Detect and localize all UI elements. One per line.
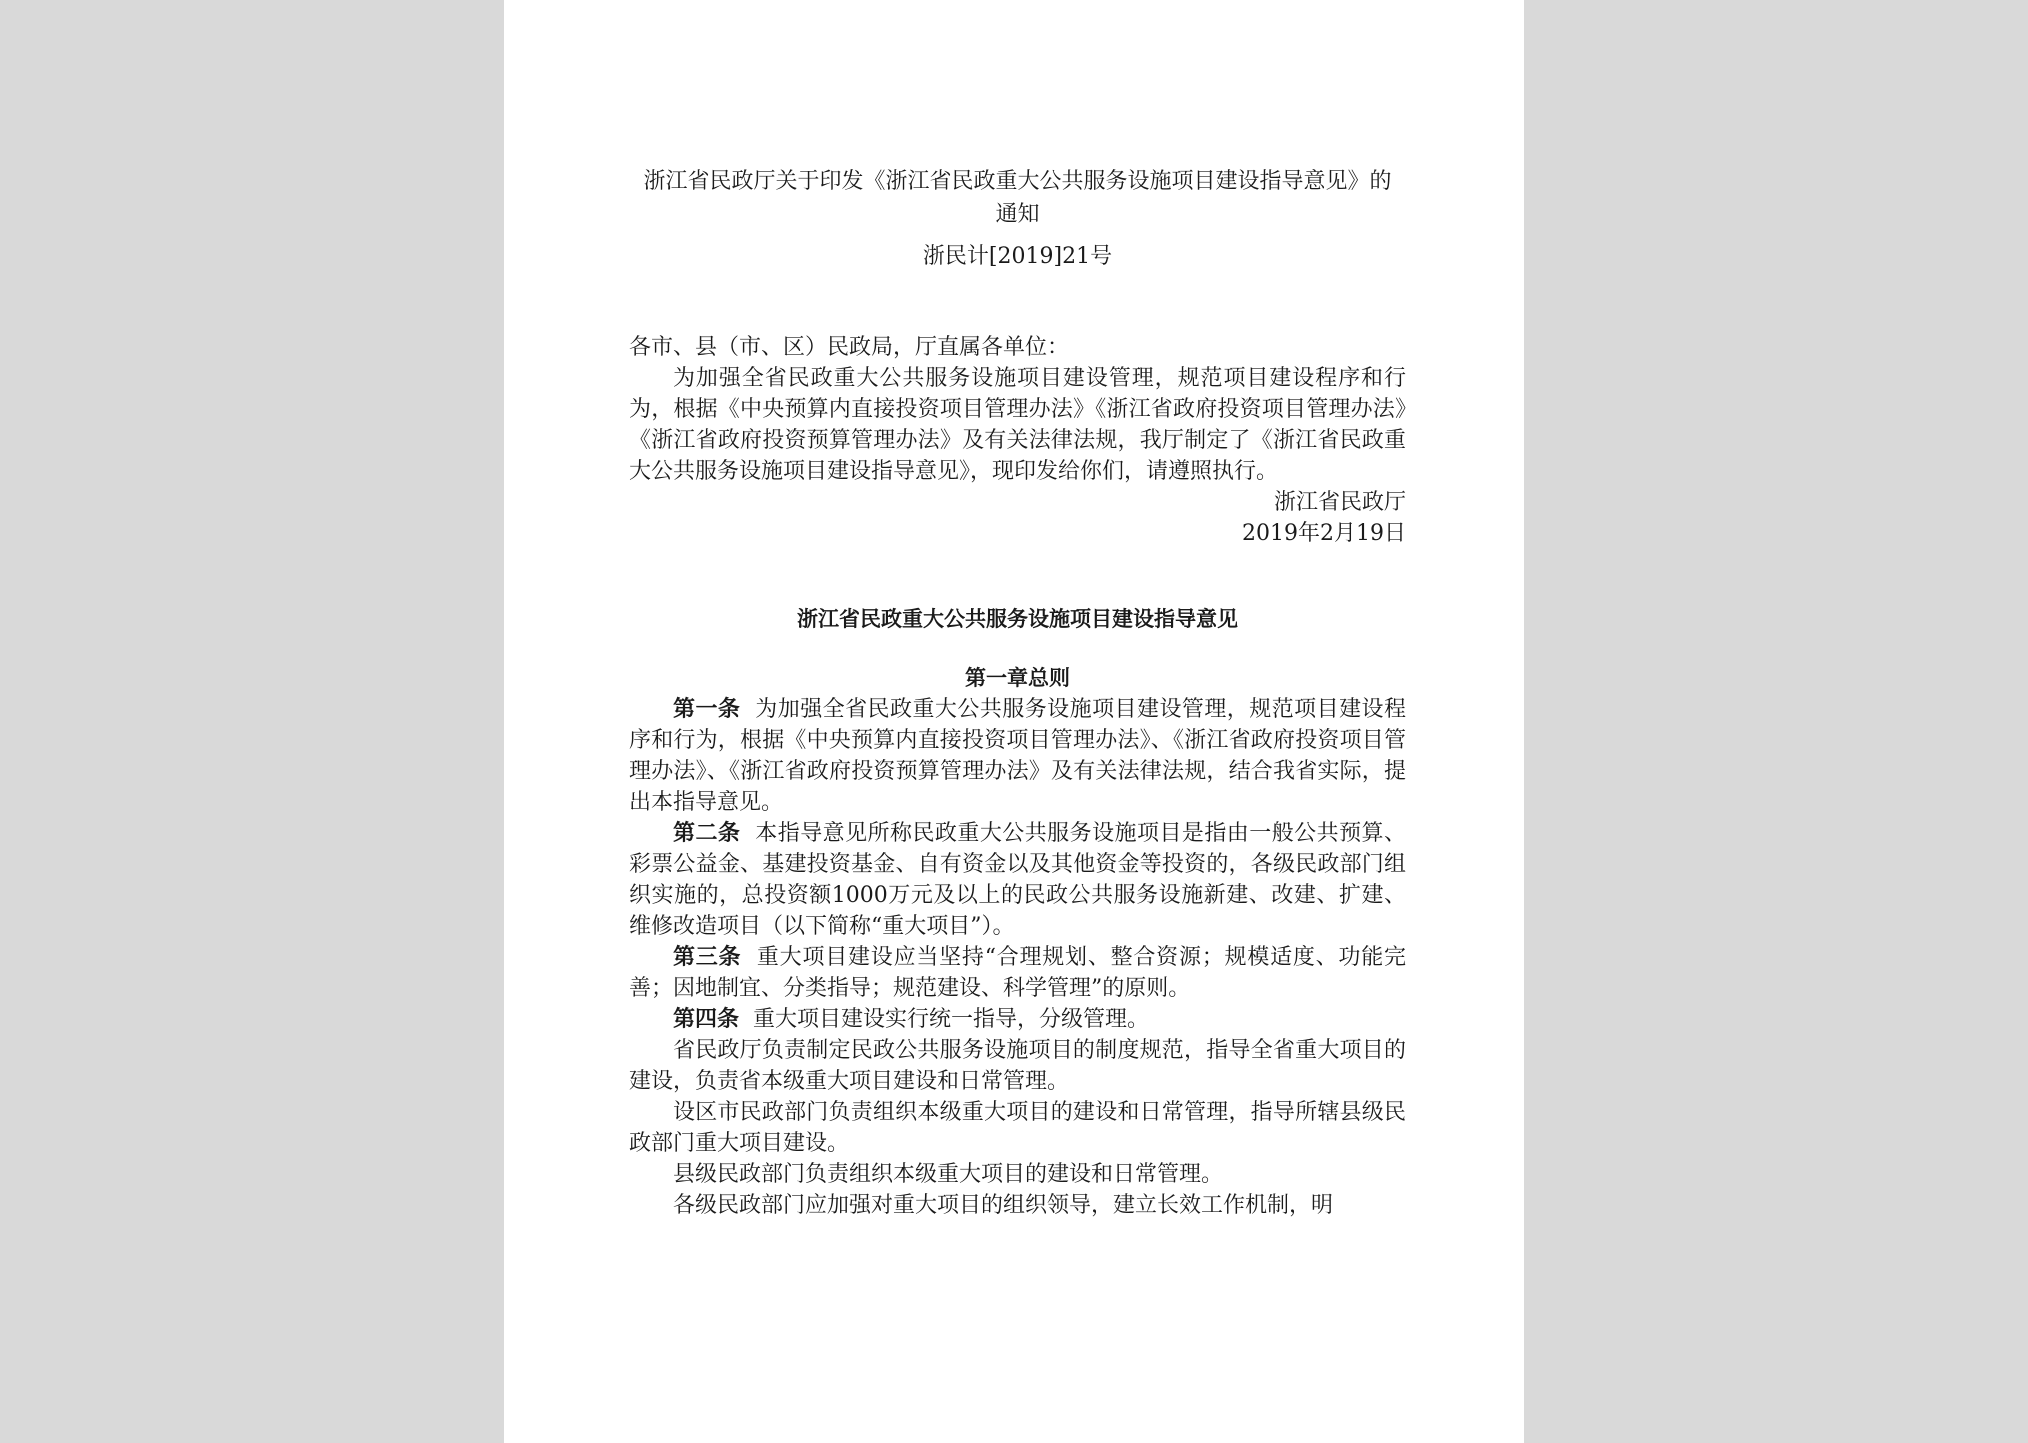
notice-body: 为加强全省民政重大公共服务设施项目建设管理，规范项目建设程序和行为，根据《中央预算内直接投资项目管理办法》《浙江省政府投资项目管理办法》《浙江省政府投资预算管理办法》及有关法律法规，我厅制定了《浙江省民政重大公共服务设施项目建设指导意见》，现印发给你们，请遵照执行。 — [629, 366, 1406, 484]
article-spacer — [741, 945, 757, 970]
article-spacer — [740, 697, 755, 722]
chapter-title: 第一章总则 — [965, 666, 1070, 690]
document-page — [504, 0, 1524, 1443]
article — [629, 818, 1406, 942]
document-content — [629, 165, 1406, 1221]
paragraph: 各级民政部门应加强对重大项目的组织领导，建立长效工作机制，明 — [673, 1193, 1334, 1218]
article-text: 本指导意见所称民政重大公共服务设施项目是指由一般公共预算、彩票公益金、基建投资基金、自有资金以及其他资金等投资的，各级民政部门组织实施的，总投资额1000万元及以上的民政公共服务设施新建、改建、扩建、维修改造项目（以下简称“重大项目”）。 — [629, 821, 1406, 939]
paragraph: 县级民政部门负责组织本级重大项目的建设和日常管理。 — [673, 1162, 1224, 1187]
article — [629, 942, 1406, 1004]
article-label: 第一条 — [673, 697, 741, 722]
article-spacer — [739, 1007, 753, 1032]
issuer-signature: 浙江省民政厅 — [1273, 490, 1406, 515]
article-text: 重大项目建设应当坚持“合理规划、整合资源；规模适度、功能完善；因地制宜、分类指导；规范建设、科学管理”的原则。 — [629, 945, 1406, 1001]
paragraph: 省民政厅负责制定民政公共服务设施项目的制度规范，指导全省重大项目的建设，负责省本级重大项目建设和日常管理。 — [629, 1038, 1406, 1094]
opinion-title: 浙江省民政重大公共服务设施项目建设指导意见 — [797, 607, 1238, 631]
issue-date: 2019年2月19日 — [1242, 521, 1406, 546]
article-label: 第四条 — [673, 1007, 740, 1032]
article — [629, 694, 1406, 818]
article-spacer — [740, 821, 755, 846]
addressee: 各市、县（市、区）民政局，厅直属各单位： — [629, 335, 1070, 360]
paragraph: 设区市民政部门负责组织本级重大项目的建设和日常管理，指导所辖县级民政部门重大项目建设。 — [629, 1100, 1406, 1156]
article — [629, 1004, 1406, 1035]
document-number: 浙民计[2019]21号 — [922, 244, 1113, 269]
article-text: 重大项目建设实行统一指导，分级管理。 — [753, 1007, 1150, 1032]
notice-title: 浙江省民政厅关于印发《浙江省民政重大公共服务设施项目建设指导意见》的通知 — [643, 169, 1392, 227]
article-label: 第二条 — [673, 821, 741, 846]
article-label: 第三条 — [673, 945, 742, 970]
article-text: 为加强全省民政重大公共服务设施项目建设管理，规范项目建设程序和行为，根据《中央预算内直接投资项目管理办法》、《浙江省政府投资项目管理办法》、《浙江省政府投资预算管理办法》及有关法律法规，结合我省实际，提出本指导意见。 — [629, 697, 1406, 815]
